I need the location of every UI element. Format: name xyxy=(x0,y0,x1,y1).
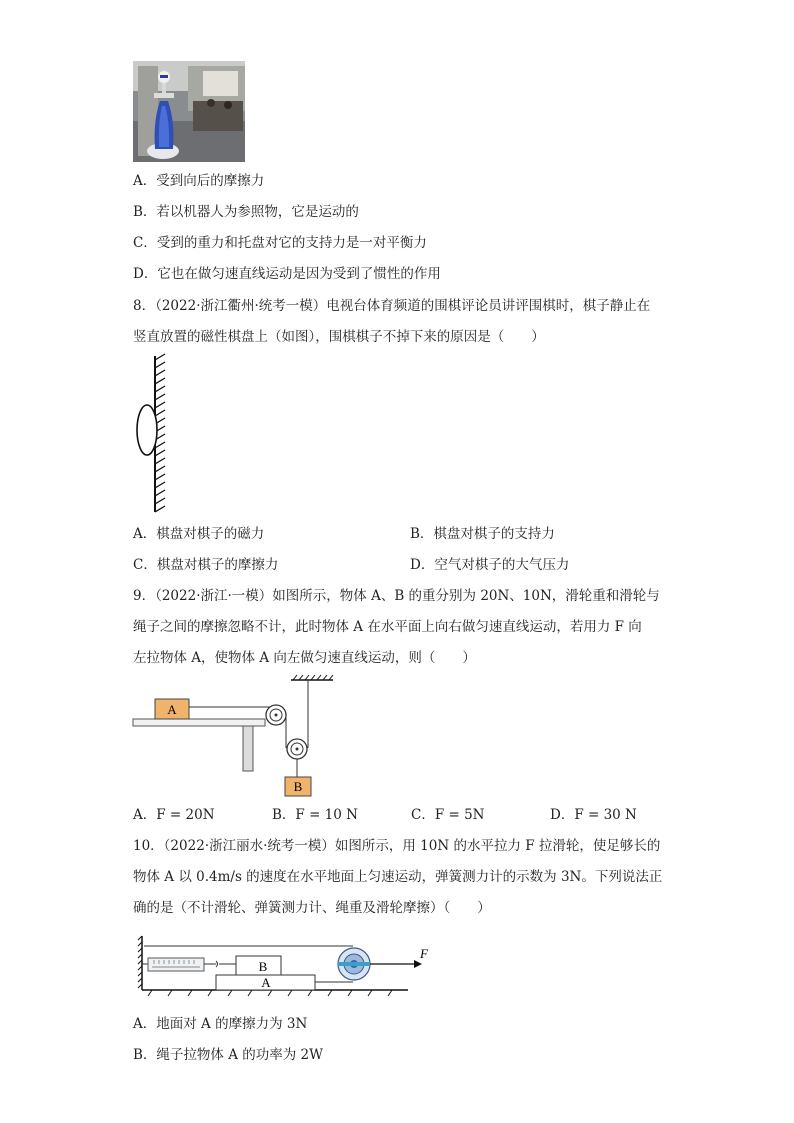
q7-option-d: D．它也在做匀速直线运动是因为受到了惯性的作用 xyxy=(133,266,441,282)
force-f-label: F xyxy=(420,946,428,961)
q9-stem-line3: 左拉物体 A，使物体 A 向左做匀速直线运动，则（ ） xyxy=(133,650,476,666)
q8-stem-line2: 竖直放置的磁性棋盘上（如图），围棋棋子不掉下来的原因是（ ） xyxy=(133,329,545,345)
q9-option-a: A．F = 20N xyxy=(133,807,215,823)
q9-stem-line1: 9．（2022·浙江·一模）如图所示，物体 A、B 的重分别为 20N、10N，滑轮重和滑轮与 xyxy=(133,588,660,604)
block-b-label: B xyxy=(293,779,303,794)
q9-option-d: D．F = 30 N xyxy=(550,807,637,823)
q8-option-a: A．棋盘对棋子的磁力 xyxy=(133,526,265,542)
q9-stem-line2: 绳子之间的摩擦忽略不计，此时物体 A 在水平面上向右做匀速直线运动，若用力 F 向 xyxy=(133,619,642,635)
spring-scale xyxy=(148,958,204,971)
q10-option-b: B．绳子拉物体 A 的功率为 2W xyxy=(133,1047,324,1063)
pulley-system-figure xyxy=(133,675,343,800)
q7-option-c: C．受到的重力和托盘对它的支持力是一对平衡力 xyxy=(133,235,427,251)
q7-option-b: B．若以机器人为参照物，它是运动的 xyxy=(133,204,359,220)
q8-option-c: C．棋盘对棋子的摩擦力 xyxy=(133,557,279,573)
block-a-label: A xyxy=(261,975,271,990)
q9-option-c: C．F = 5N xyxy=(411,807,485,823)
q8-option-d: D．空气对棋子的大气压力 xyxy=(410,557,570,573)
spring-scale-pulley-figure xyxy=(138,934,438,996)
block-b-label: B xyxy=(258,959,268,974)
q9-option-b: B．F = 10 N xyxy=(272,807,358,823)
q8-stem-line1: 8．（2022·浙江衢州·统考一模）电视台体育频道的围棋评论员讲评围棋时，棋子静止在 xyxy=(133,298,651,314)
q10-option-a: A．地面对 A 的摩擦力为 3N xyxy=(133,1016,308,1032)
go-board-figure xyxy=(130,352,180,517)
q7-option-a: A．受到向后的摩擦力 xyxy=(133,173,265,189)
block-a-label: A xyxy=(167,702,177,717)
q10-stem-line2: 物体 A 以 0.4m/s 的速度在水平地面上匀速运动，弹簧测力计的示数为 3N。下列说法正 xyxy=(133,869,663,885)
q10-stem-line3: 确的是（不计滑轮、弹簧测力计、绳重及滑轮摩擦）（ ） xyxy=(133,900,491,916)
q8-option-b: B．棋盘对棋子的支持力 xyxy=(410,526,555,542)
q10-stem-line1: 10．（2022·浙江丽水·统考一模）如图所示，用 10N 的水平拉力 F 拉滑轮，使足够长的 xyxy=(133,838,661,854)
robot-waiter-photo xyxy=(133,61,245,162)
go-stone xyxy=(137,405,157,455)
